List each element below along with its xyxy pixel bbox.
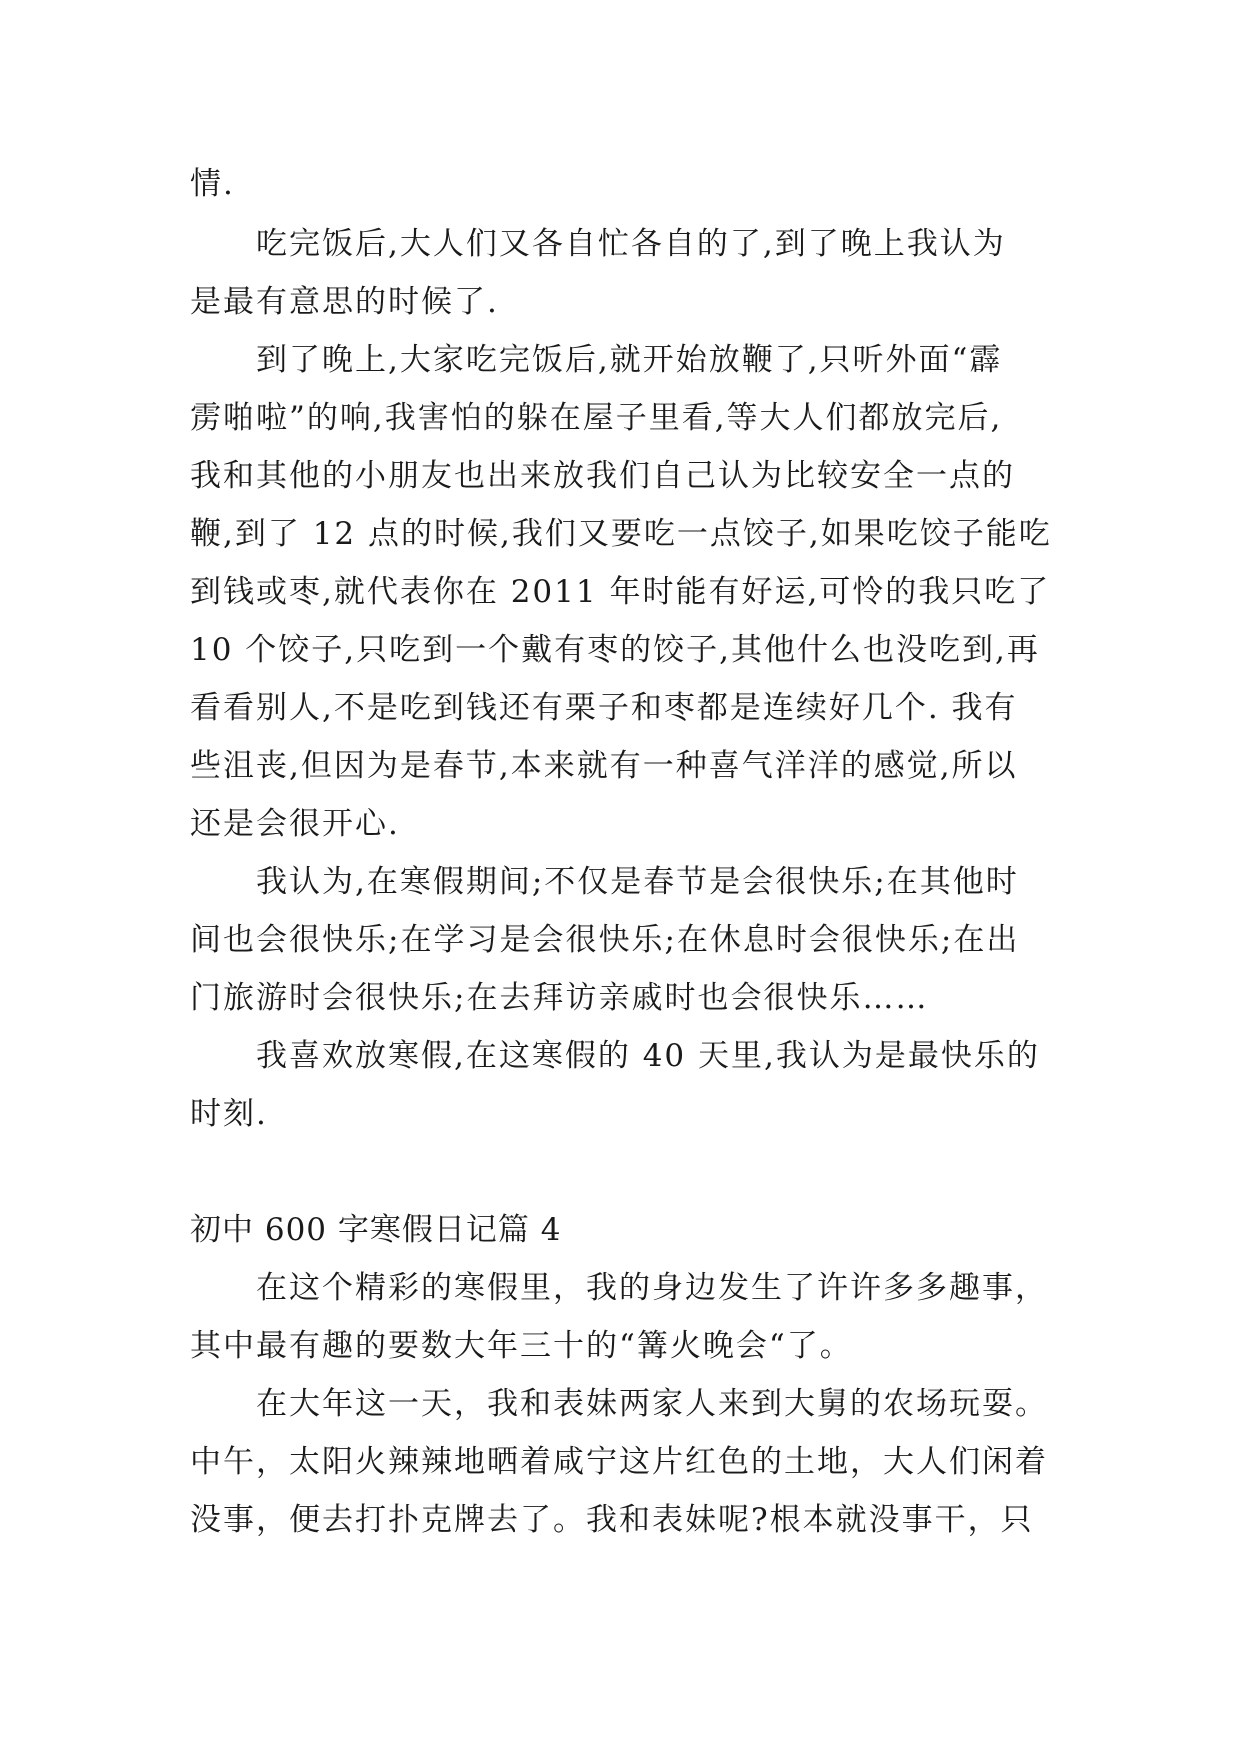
paragraph-line: 雳啪啦”的响,我害怕的躲在屋子里看,等大人们都放完后, — [190, 400, 1003, 436]
paragraph-line: 间也会很快乐;在学习是会很快乐;在休息时会很快乐;在出 — [190, 922, 1020, 958]
paragraph-line: 看看别人,不是吃到钱还有栗子和枣都是连续好几个. 我有 — [190, 690, 1018, 726]
paragraph-line: 在大年这一天，我和表妹两家人来到大舅的农场玩耍。 — [256, 1386, 1048, 1422]
paragraph-line: 到钱或枣,就代表你在 2011 年时能有好运,可怜的我只吃了 — [190, 574, 1051, 610]
paragraph-line: 些沮丧,但因为是春节,本来就有一种喜气洋洋的感觉,所以 — [190, 748, 1018, 784]
paragraph-line: 没事，便去打扑克牌去了。我和表妹呢?根本就没事干，只 — [190, 1502, 1034, 1538]
section-heading: 初中 600 字寒假日记篇 4 — [190, 1212, 562, 1248]
paragraph-line: 到了晚上,大家吃完饭后,就开始放鞭了,只听外面“霹 — [256, 342, 1003, 378]
paragraph-line: 我认为,在寒假期间;不仅是春节是会很快乐;在其他时 — [256, 864, 1019, 900]
paragraph-line: 中午，太阳火辣辣地晒着咸宁这片红色的土地，大人们闲着 — [190, 1444, 1048, 1480]
paragraph-line: 其中最有趣的要数大年三十的“篝火晚会“了。 — [190, 1328, 853, 1364]
paragraph-line: 还是会很开心. — [190, 806, 400, 842]
paragraph-line: 在这个精彩的寒假里，我的身边发生了许许多多趣事， — [256, 1270, 1048, 1306]
paragraph-line: 时刻. — [190, 1096, 268, 1132]
paragraph-line: 吃完饭后,大人们又各自忙各自的了,到了晚上我认为 — [256, 226, 1006, 262]
paragraph-line: 门旅游时会很快乐;在去拜访亲戚时也会很快乐…… — [190, 980, 929, 1016]
paragraph-line: 我和其他的小朋友也出来放我们自己认为比较安全一点的 — [190, 458, 1015, 494]
paragraph-line: 10 个饺子,只吃到一个戴有枣的饺子,其他什么也没吃到,再 — [190, 632, 1040, 668]
paragraph-line: 我喜欢放寒假,在这寒假的 40 天里,我认为是最快乐的 — [256, 1038, 1040, 1074]
paragraph-line: 情. — [190, 166, 235, 202]
paragraph-line: 鞭,到了 12 点的时候,我们又要吃一点饺子,如果吃饺子能吃 — [190, 516, 1052, 552]
paragraph-line: 是最有意思的时候了. — [190, 284, 499, 320]
